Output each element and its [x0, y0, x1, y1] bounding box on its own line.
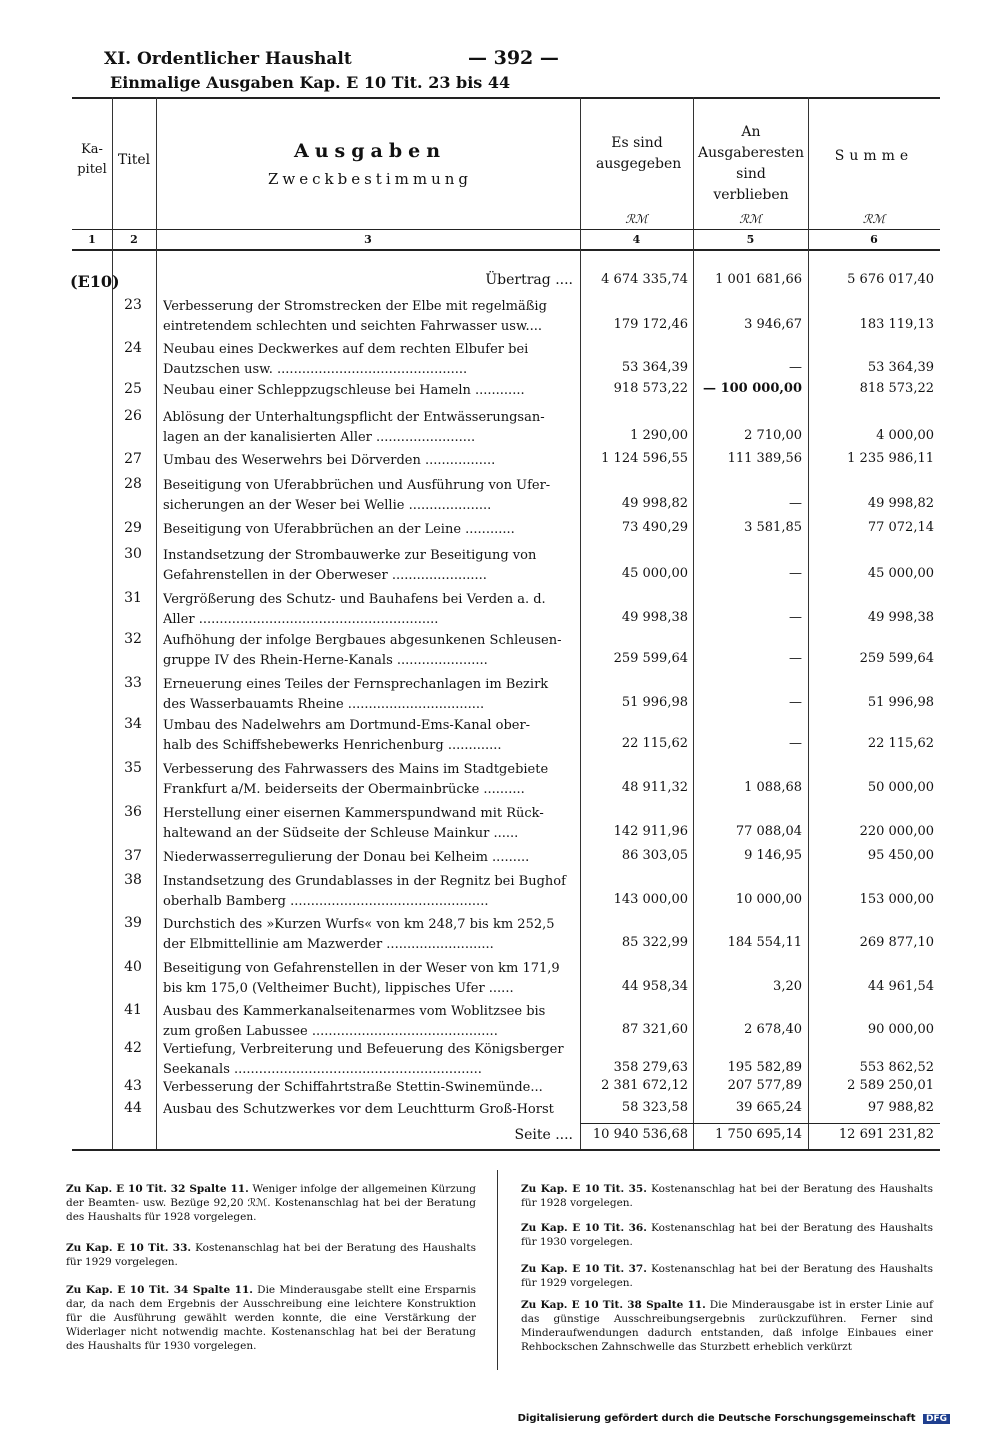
description-line-1: Ablösung der Unterhaltungspflicht der Entwässerungsan- [163, 410, 545, 425]
description-line-1: Erneuerung eines Teiles der Fernsprechanlagen im Bezirk [163, 677, 549, 692]
table-top-rule [72, 97, 940, 99]
titel-number: 32 [124, 631, 142, 647]
titel-number: 34 [124, 716, 142, 732]
amount-ausgegeben: 2 381 672,12 [601, 1078, 688, 1093]
amount-ausgegeben: 49 998,82 [621, 496, 688, 511]
footnote-ref: Zu Kap. E 10 Tit. 36. [521, 1222, 647, 1234]
amount-ausgegeben: 45 000,00 [621, 566, 688, 581]
amount-summe: 1 235 986,11 [847, 451, 934, 466]
amount-summe: 45 000,00 [867, 566, 934, 581]
colnum-2: 2 [130, 233, 138, 246]
amount-summe: 269 877,10 [859, 935, 934, 950]
amount-ausgabereste: 3 581,85 [744, 520, 802, 535]
seite-row [0, 1127, 1000, 1147]
description-line-1: Beseitigung von Uferabbrüchen an der Leine ............ [163, 522, 515, 537]
row-description [163, 1040, 573, 1080]
description-line-1: Vergrößerung des Schutz- und Bauhafens bei Verden a. d. [163, 592, 546, 607]
footnote-ref: Zu Kap. E 10 Tit. 37. [521, 1263, 647, 1275]
amount-summe: 220 000,00 [859, 824, 934, 839]
amount-summe: 22 115,62 [867, 736, 934, 751]
description-line-1: Verbesserung des Fahrwassers des Mains im Stadtgebiete [163, 762, 549, 777]
amount-summe: 153 000,00 [859, 892, 934, 907]
amount-ausgegeben: 358 279,63 [613, 1060, 688, 1075]
dfg-logo: DFG [923, 1414, 950, 1424]
amount-ausgabereste: — [789, 496, 802, 511]
uebertrag-col4: 4 674 335,74 [601, 272, 688, 287]
colnum-6: 6 [870, 233, 878, 246]
amount-ausgabereste: 9 146,95 [744, 848, 802, 863]
description-line-1: Vertiefung, Verbreiterung und Befeuerung des Königsberger [163, 1042, 564, 1057]
seite-col4: 10 940 536,68 [592, 1127, 688, 1142]
uebertrag-col6: 5 676 017,40 [847, 272, 934, 287]
description-line-2: oberhalb Bamberg ................................................ [163, 894, 489, 909]
amount-ausgabereste: 2 678,40 [744, 1022, 802, 1037]
colnum-1: 1 [88, 233, 96, 246]
table-row [0, 451, 1000, 471]
table-row [0, 590, 1000, 630]
amount-summe: 90 000,00 [867, 1022, 934, 1037]
amount-ausgegeben: 49 998,38 [621, 610, 688, 625]
amount-ausgabereste: 184 554,11 [727, 935, 802, 950]
description-line-2: der Elbmittellinie am Mazwerder .......................... [163, 937, 494, 952]
amount-ausgegeben: 918 573,22 [613, 381, 688, 396]
amount-ausgegeben: 44 958,34 [621, 979, 688, 994]
description-line-1: Aufhöhung der infolge Bergbaues abgesunkenen Schleusen- [163, 633, 562, 648]
description-line-1: Neubau eines Deckwerkes auf dem rechten Elbufer bei [163, 342, 529, 357]
description-line-1: Neubau einer Schleppzugschleuse bei Hameln ............ [163, 383, 525, 398]
amount-ausgabereste: — 100 000,00 [703, 381, 802, 396]
description-line-2: Gefahrenstellen in der Oberweser ....................... [163, 568, 487, 583]
description-line-2: Frankfurt a/M. beiderseits der Obermainbrücke .......... [163, 782, 525, 797]
amount-ausgabereste: — [789, 566, 802, 581]
titel-number: 24 [124, 340, 142, 356]
footnote-text: Weniger infolge der allgemeinen Kürzung der Beamten- usw. Bezüge 92,20 ℛℳ. Kostenanschlag hat bei der Beratung des Haushalts für 1928 vorgelegen. [66, 1183, 476, 1223]
row-description [163, 959, 573, 999]
col-header-zweckbestimmung: Zweckbestimmung [267, 170, 472, 188]
row-description [163, 340, 573, 380]
amount-ausgabereste: 39 665,24 [735, 1100, 802, 1115]
row-description [163, 872, 573, 912]
footnote-ref: Zu Kap. E 10 Tit. 38 Spalte 11. [521, 1299, 706, 1311]
titel-number: 41 [124, 1002, 142, 1018]
amount-ausgegeben: 1 290,00 [630, 428, 688, 443]
amount-summe: 97 988,82 [867, 1100, 934, 1115]
header-bottom-rule [72, 229, 940, 230]
kapitel-label: (E10) [70, 272, 120, 291]
col-header-kapitel: Ka-pitel [77, 142, 107, 177]
description-line-1: Ausbau des Schutzwerkes vor dem Leuchtturm Groß-Horst [163, 1102, 554, 1117]
amount-ausgegeben: 51 996,98 [621, 695, 688, 710]
amount-ausgabereste: 3,20 [773, 979, 802, 994]
table-row [0, 381, 1000, 401]
description-line-2: haltewand an der Südseite der Schleuse Mainkur ...... [163, 826, 519, 841]
titel-number: 35 [124, 760, 142, 776]
titel-number: 43 [124, 1078, 142, 1094]
row-description [163, 804, 573, 844]
table-row [0, 631, 1000, 671]
amount-ausgegeben: 1 124 596,55 [601, 451, 688, 466]
amount-ausgabereste: 10 000,00 [735, 892, 802, 907]
colnum-5: 5 [746, 233, 755, 246]
uebertrag-label: Übertrag .... [485, 272, 573, 288]
row-description [163, 1002, 573, 1042]
titel-number: 33 [124, 675, 142, 691]
description-line-2: gruppe IV des Rhein-Herne-Kanals ...................... [163, 653, 488, 668]
row-description [163, 520, 573, 540]
page-subtitle: Einmalige Ausgaben Kap. E 10 Tit. 23 bis 44 [110, 73, 511, 92]
table-row [0, 408, 1000, 448]
table-row [0, 546, 1000, 586]
col-header-ausgaben: Ausgaben [293, 140, 447, 162]
uebertrag-col5: 1 001 681,66 [715, 272, 802, 287]
amount-summe: 50 000,00 [867, 780, 934, 795]
colnum-4: 4 [632, 233, 641, 246]
page-number: — 392 — [468, 47, 559, 69]
description-line-1: Verbesserung der Schiffahrtstraße Stettin-Swinemünde... [163, 1080, 543, 1095]
amount-ausgabereste: 3 946,67 [744, 317, 802, 332]
description-line-1: Durchstich des »Kurzen Wurfs« von km 248,7 bis km 252,5 [163, 917, 555, 932]
footnote-text: Kostenanschlag hat bei der Beratung des Haushalts für 1930 vorgelegen. [521, 1222, 934, 1248]
table-row [0, 716, 1000, 756]
titel-number: 26 [124, 408, 142, 424]
table-row [0, 476, 1000, 516]
amount-ausgegeben: 259 599,64 [613, 651, 688, 666]
col-header-summe: Summe [834, 148, 914, 164]
amount-ausgegeben: 58 323,58 [621, 1100, 688, 1115]
footer-text: Digitalisierung gefördert durch die Deutsche Forschungsgemeinschaft [517, 1413, 916, 1424]
table-row [0, 340, 1000, 380]
amount-ausgegeben: 142 911,96 [613, 824, 688, 839]
row-description [163, 476, 573, 516]
row-description [163, 590, 573, 630]
table-row [0, 1002, 1000, 1042]
footnote-text: Die Minderausgabe ist in erster Linie auf das günstige Ausschreibungsergebnis zurückzuführen. Ferner sind Minderaufwendungen dadurch entstanden, daß infolge Einbaues einer Rehbockschen Zahnschwelle das Sturzbett erheblich verkürzt [521, 1299, 933, 1353]
titel-number: 25 [124, 381, 142, 397]
table-row [0, 297, 1000, 337]
titel-number: 44 [124, 1100, 142, 1116]
titel-number: 38 [124, 872, 142, 888]
table-row [0, 760, 1000, 800]
footnote-ref: Zu Kap. E 10 Tit. 32 Spalte 11. [66, 1183, 249, 1195]
seite-col6: 12 691 231,82 [838, 1127, 934, 1142]
footnote [521, 1221, 933, 1249]
col-header-ausgegeben: Es sind ausgegeben [596, 135, 682, 172]
amount-summe: 77 072,14 [867, 520, 934, 535]
description-line-1: Verbesserung der Stromstrecken der Elbe mit regelmäßig [163, 299, 547, 314]
seite-label: Seite .... [514, 1127, 573, 1143]
description-line-2: zum großen Labussee ............................................. [163, 1024, 498, 1039]
footnote [521, 1262, 933, 1290]
description-line-1: Beseitigung von Gefahrenstellen in der Weser von km 171,9 [163, 961, 560, 976]
amount-summe: 553 862,52 [859, 1060, 934, 1075]
footnote [521, 1298, 933, 1354]
amount-ausgegeben: 48 911,32 [621, 780, 688, 795]
description-line-1: Herstellung einer eisernen Kammerspundwand mit Rück- [163, 806, 544, 821]
col-header-ausgabereste: An Ausgaberesten sind verblieben [698, 124, 804, 203]
uebertrag-row [0, 272, 1000, 292]
titel-number: 36 [124, 804, 142, 820]
titel-number: 37 [124, 848, 142, 864]
row-description [163, 716, 573, 756]
row-description [163, 631, 573, 671]
table-row [0, 872, 1000, 912]
amount-summe: 44 961,54 [867, 979, 934, 994]
amount-ausgabereste: 111 389,56 [727, 451, 802, 466]
row-description [163, 451, 573, 471]
amount-ausgegeben: 87 321,60 [621, 1022, 688, 1037]
description-line-2: Seekanals ............................................................ [163, 1062, 482, 1077]
description-line-1: Ausbau des Kammerkanalseitenarmes vom Woblitzsee bis [163, 1004, 546, 1019]
amount-ausgabereste: — [789, 610, 802, 625]
footnote-text: Kostenanschlag hat bei der Beratung des Haushalts für 1929 vorgelegen. [66, 1242, 477, 1268]
footnote-text: Die Minderausgabe stellt eine Ersparnis dar, da nach dem Ergebnis der Ausschreibung eine leichtere Konstruktion für die Ausführung gewählt werden konnte, die eine Verstärkung der Widerlager nicht notwendig machte. Kostenanschlag hat bei der Beratung des Haushalts für 1930 vorgelegen. [66, 1284, 477, 1352]
titel-number: 39 [124, 915, 142, 931]
footnote-ref: Zu Kap. E 10 Tit. 35. [521, 1183, 647, 1195]
amount-ausgabereste: — [789, 651, 802, 666]
amount-summe: 183 119,13 [859, 317, 934, 332]
description-line-1: Instandsetzung des Grundablasses in der Regnitz bei Bughof [163, 874, 566, 889]
section-title: XI. Ordentlicher Haushalt [104, 49, 352, 69]
colnum-bottom-rule [72, 249, 940, 251]
description-line-2: des Wasserbauamts Rheine ................................. [163, 697, 485, 712]
titel-number: 40 [124, 959, 142, 975]
table-row [0, 1100, 1000, 1120]
table-row [0, 915, 1000, 955]
titel-number: 42 [124, 1040, 142, 1056]
amount-summe: 818 573,22 [859, 381, 934, 396]
row-description [163, 915, 573, 955]
table-bottom-rule [72, 1149, 940, 1151]
colnum-3: 3 [364, 233, 372, 246]
table-row [0, 1078, 1000, 1098]
amount-ausgabereste: — [789, 360, 802, 375]
row-description [163, 1078, 573, 1098]
description-line-1: Umbau des Nadelwehrs am Dortmund-Ems-Kanal ober- [163, 718, 531, 733]
footnote [521, 1182, 933, 1210]
amount-ausgabereste: 207 577,89 [727, 1078, 802, 1093]
footnote-text: Kostenanschlag hat bei der Beratung des Haushalts für 1929 vorgelegen. [521, 1263, 934, 1289]
amount-ausgabereste: 195 582,89 [727, 1060, 802, 1075]
amount-ausgegeben: 22 115,62 [621, 736, 688, 751]
description-line-1: Umbau des Weserwehrs bei Dörverden ................. [163, 453, 496, 468]
footnote [66, 1182, 476, 1224]
titel-number: 27 [124, 451, 142, 467]
footnote-ref: Zu Kap. E 10 Tit. 34 Spalte 11. [66, 1284, 253, 1296]
titel-number: 29 [124, 520, 142, 536]
amount-ausgegeben: 179 172,46 [613, 317, 688, 332]
row-description [163, 760, 573, 800]
titel-number: 30 [124, 546, 142, 562]
description-line-2: Aller .......................................................... [163, 612, 439, 627]
description-line-2: sicherungen an der Weser bei Wellie .................... [163, 498, 492, 513]
row-description [163, 297, 573, 337]
table-row [0, 959, 1000, 999]
amount-ausgabereste: 1 088,68 [744, 780, 802, 795]
amount-summe: 49 998,38 [867, 610, 934, 625]
unit-col4: ℛℳ [625, 212, 648, 226]
titel-number: 31 [124, 590, 142, 606]
row-description [163, 381, 573, 401]
row-description [163, 848, 573, 868]
footnote-text: Kostenanschlag hat bei der Beratung des Haushalts für 1928 vorgelegen. [521, 1183, 934, 1209]
col-header-titel: Titel [117, 152, 151, 168]
amount-ausgegeben: 53 364,39 [621, 360, 688, 375]
amount-ausgabereste: — [789, 695, 802, 710]
unit-col5: ℛℳ [739, 212, 762, 226]
amount-ausgegeben: 85 322,99 [621, 935, 688, 950]
row-description [163, 675, 573, 715]
description-line-2: lagen an der kanalisierten Aller ........................ [163, 430, 476, 445]
footnote [66, 1283, 476, 1353]
amount-ausgegeben: 143 000,00 [613, 892, 688, 907]
amount-summe: 95 450,00 [867, 848, 934, 863]
amount-ausgabereste: — [789, 736, 802, 751]
amount-summe: 51 996,98 [867, 695, 934, 710]
description-line-1: Beseitigung von Uferabbrüchen und Ausführung von Ufer- [163, 478, 551, 493]
footnote [66, 1241, 476, 1269]
footnote-ref: Zu Kap. E 10 Tit. 33. [66, 1242, 192, 1254]
row-description [163, 1100, 573, 1120]
table-row [0, 1040, 1000, 1080]
row-description [163, 546, 573, 586]
amount-summe: 53 364,39 [867, 360, 934, 375]
amount-ausgegeben: 86 303,05 [621, 848, 688, 863]
amount-summe: 2 589 250,01 [847, 1078, 934, 1093]
amount-summe: 49 998,82 [867, 496, 934, 511]
description-line-2: Dautzschen usw. .............................................. [163, 362, 468, 377]
amount-summe: 259 599,64 [859, 651, 934, 666]
seite-col5: 1 750 695,14 [715, 1127, 802, 1142]
amount-ausgabereste: 77 088,04 [735, 824, 802, 839]
description-line-1: Niederwasserregulierung der Donau bei Kelheim ......... [163, 850, 530, 865]
footer-credit [518, 1413, 950, 1424]
table-row [0, 848, 1000, 868]
description-line-2: eintretendem schlechten und seichten Fahrwasser usw.... [163, 319, 543, 334]
sum-rule [580, 1123, 940, 1124]
table-row [0, 804, 1000, 844]
description-line-2: bis km 175,0 (Veltheimer Bucht), lippisches Ufer ...... [163, 981, 514, 996]
row-description [163, 408, 573, 448]
unit-col6: ℛℳ [862, 212, 886, 226]
amount-ausgegeben: 73 490,29 [621, 520, 688, 535]
amount-ausgabereste: 2 710,00 [744, 428, 802, 443]
table-row [0, 520, 1000, 540]
amount-summe: 4 000,00 [876, 428, 934, 443]
description-line-2: halb des Schiffshebewerks Henrichenburg ............. [163, 738, 502, 753]
table-row [0, 675, 1000, 715]
titel-number: 23 [124, 297, 142, 313]
notes-divider [497, 1170, 498, 1370]
titel-number: 28 [124, 476, 142, 492]
description-line-1: Instandsetzung der Strombauwerke zur Beseitigung von [163, 548, 537, 563]
